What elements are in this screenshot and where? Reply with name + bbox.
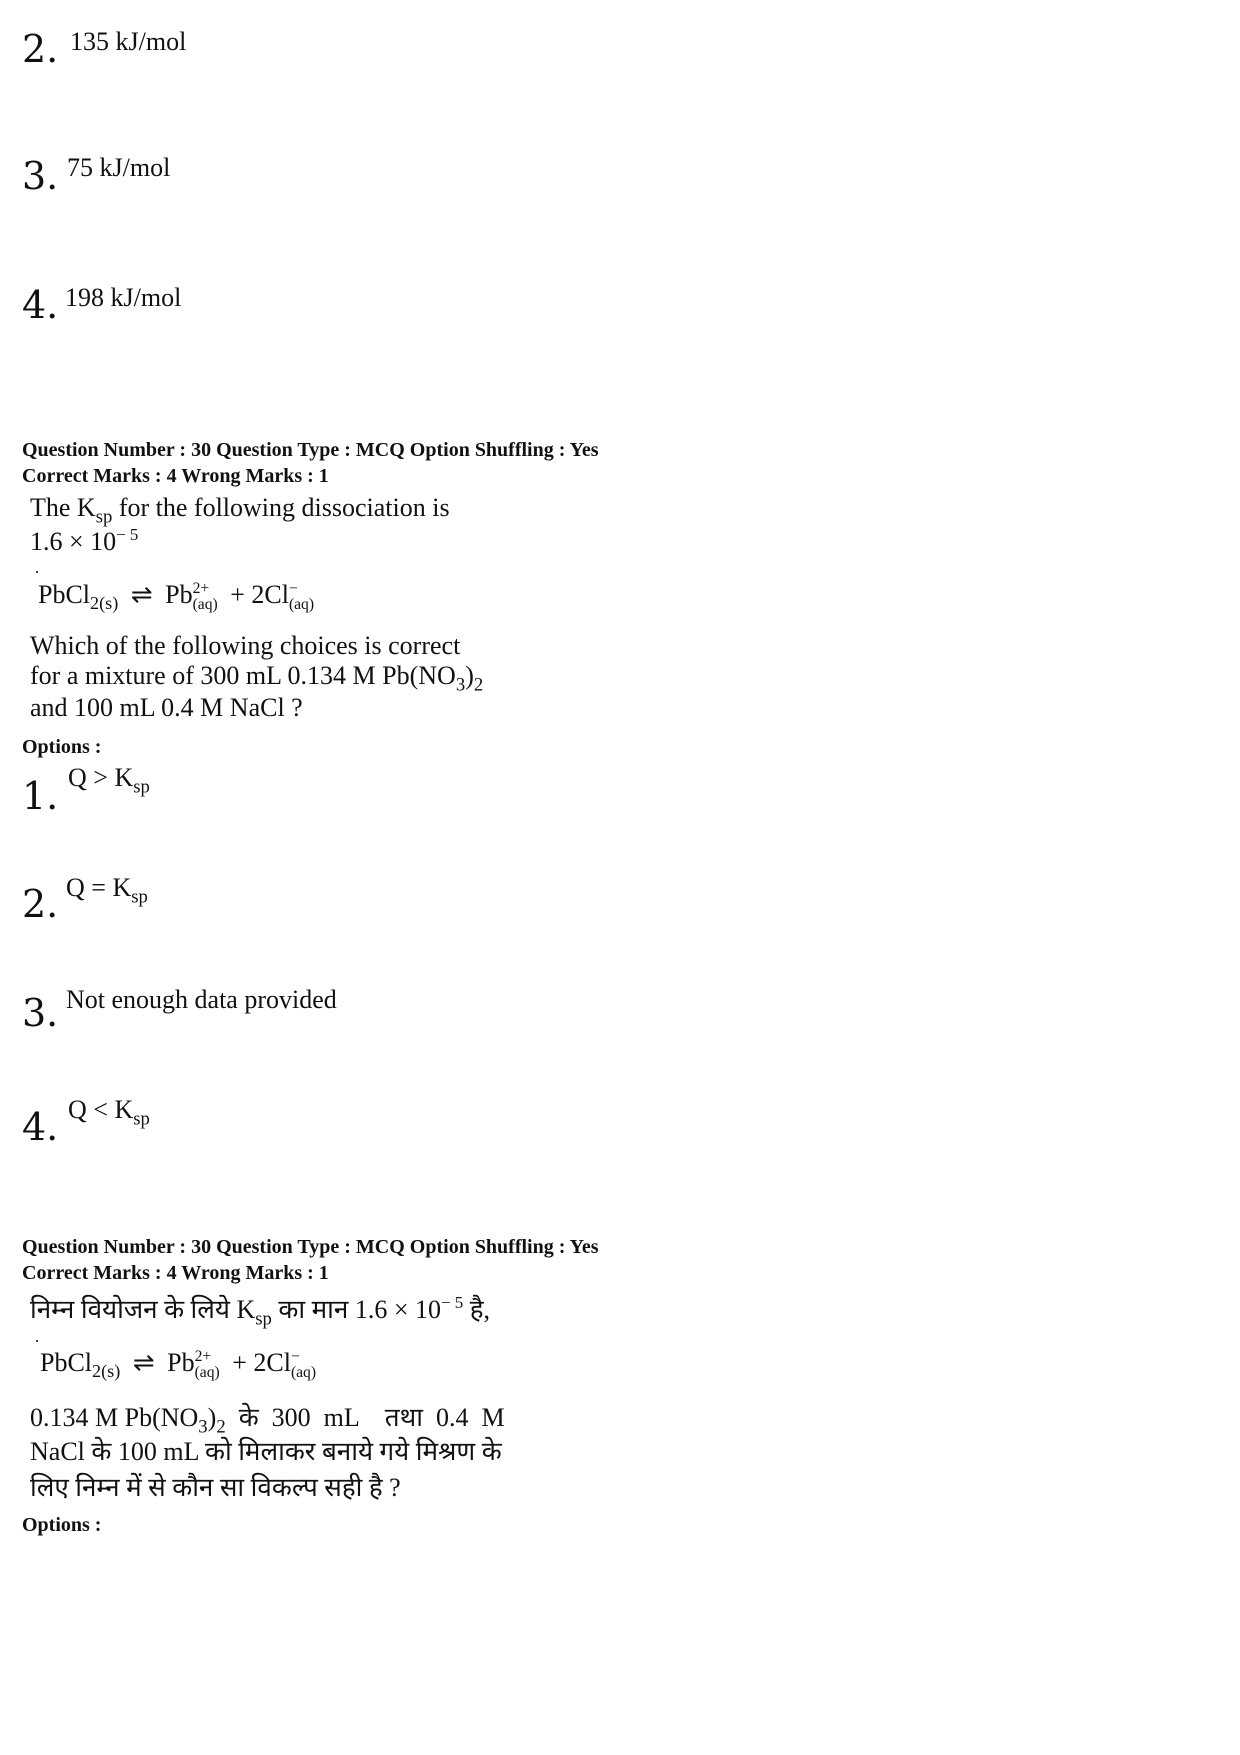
dissociation-equation: PbCl$_{2(s)}$ ⇌ Pb 2+ (aq) + 2Cl − (aq) <box>40 1348 317 1382</box>
question-text-line: निम्न वियोजन के लिये $K_{sp}$ का मान $1.6 \times 10^{- 5}$ है, <box>30 1292 491 1330</box>
question-text-line: for a mixture of 300 mL 0.134 M $Pb(NO_3)_2$ <box>30 661 484 696</box>
speck <box>36 1340 38 1342</box>
option-text: $Q < K_{sp}$ <box>68 1095 150 1130</box>
option-text: $Q = K_{sp}$ <box>66 873 148 908</box>
option-text: 198 kJ/mol <box>65 283 182 312</box>
question-meta: Question Number : 30 Question Type : MCQ Option Shuffling : Yes <box>22 439 599 461</box>
option-text: 135 kJ/mol <box>70 27 187 56</box>
question-text-line: लिए निम्न में से कौन सा विकल्प सही है ? <box>30 1473 401 1502</box>
option-text: 75 kJ/mol <box>67 153 171 182</box>
question-text-line: 0.134 M $Pb(NO_3)_2$ के 300 mL तथा 0.4 M <box>30 1403 505 1438</box>
option-number: 4. <box>22 283 59 327</box>
option-number: 2. <box>22 882 59 926</box>
dissociation-equation: PbCl$_{2(s)}$ ⇌ Pb 2+ (aq) + 2Cl − (aq) <box>38 580 315 614</box>
option-number: 4. <box>22 1105 59 1149</box>
question-text-line: Which of the following choices is correct <box>30 631 461 660</box>
option-number: 2. <box>22 27 59 71</box>
option-number: 1. <box>22 774 59 818</box>
options-label: Options : <box>22 736 102 758</box>
question-meta: Question Number : 30 Question Type : MCQ Option Shuffling : Yes <box>22 1236 599 1258</box>
option-number: 3. <box>22 991 59 1035</box>
question-text-line: and 100 mL 0.4 M NaCl ? <box>30 693 303 722</box>
option-number: 3. <box>22 154 59 198</box>
speck <box>36 571 38 573</box>
question-marks: Correct Marks : 4 Wrong Marks : 1 <box>22 1262 329 1284</box>
question-marks: Correct Marks : 4 Wrong Marks : 1 <box>22 465 329 487</box>
option-text: Not enough data provided <box>66 985 337 1014</box>
question-text-line: $1.6 \times 10^{- 5}$ <box>30 524 139 556</box>
option-text: $Q > K_{sp}$ <box>68 763 150 798</box>
question-text-line: NaCl के 100 mL को मिलाकर बनाये गये मिश्रण के <box>30 1437 502 1466</box>
options-label: Options : <box>22 1514 102 1536</box>
question-text-line: The $K_{sp}$ for the following dissociation is <box>30 493 450 528</box>
